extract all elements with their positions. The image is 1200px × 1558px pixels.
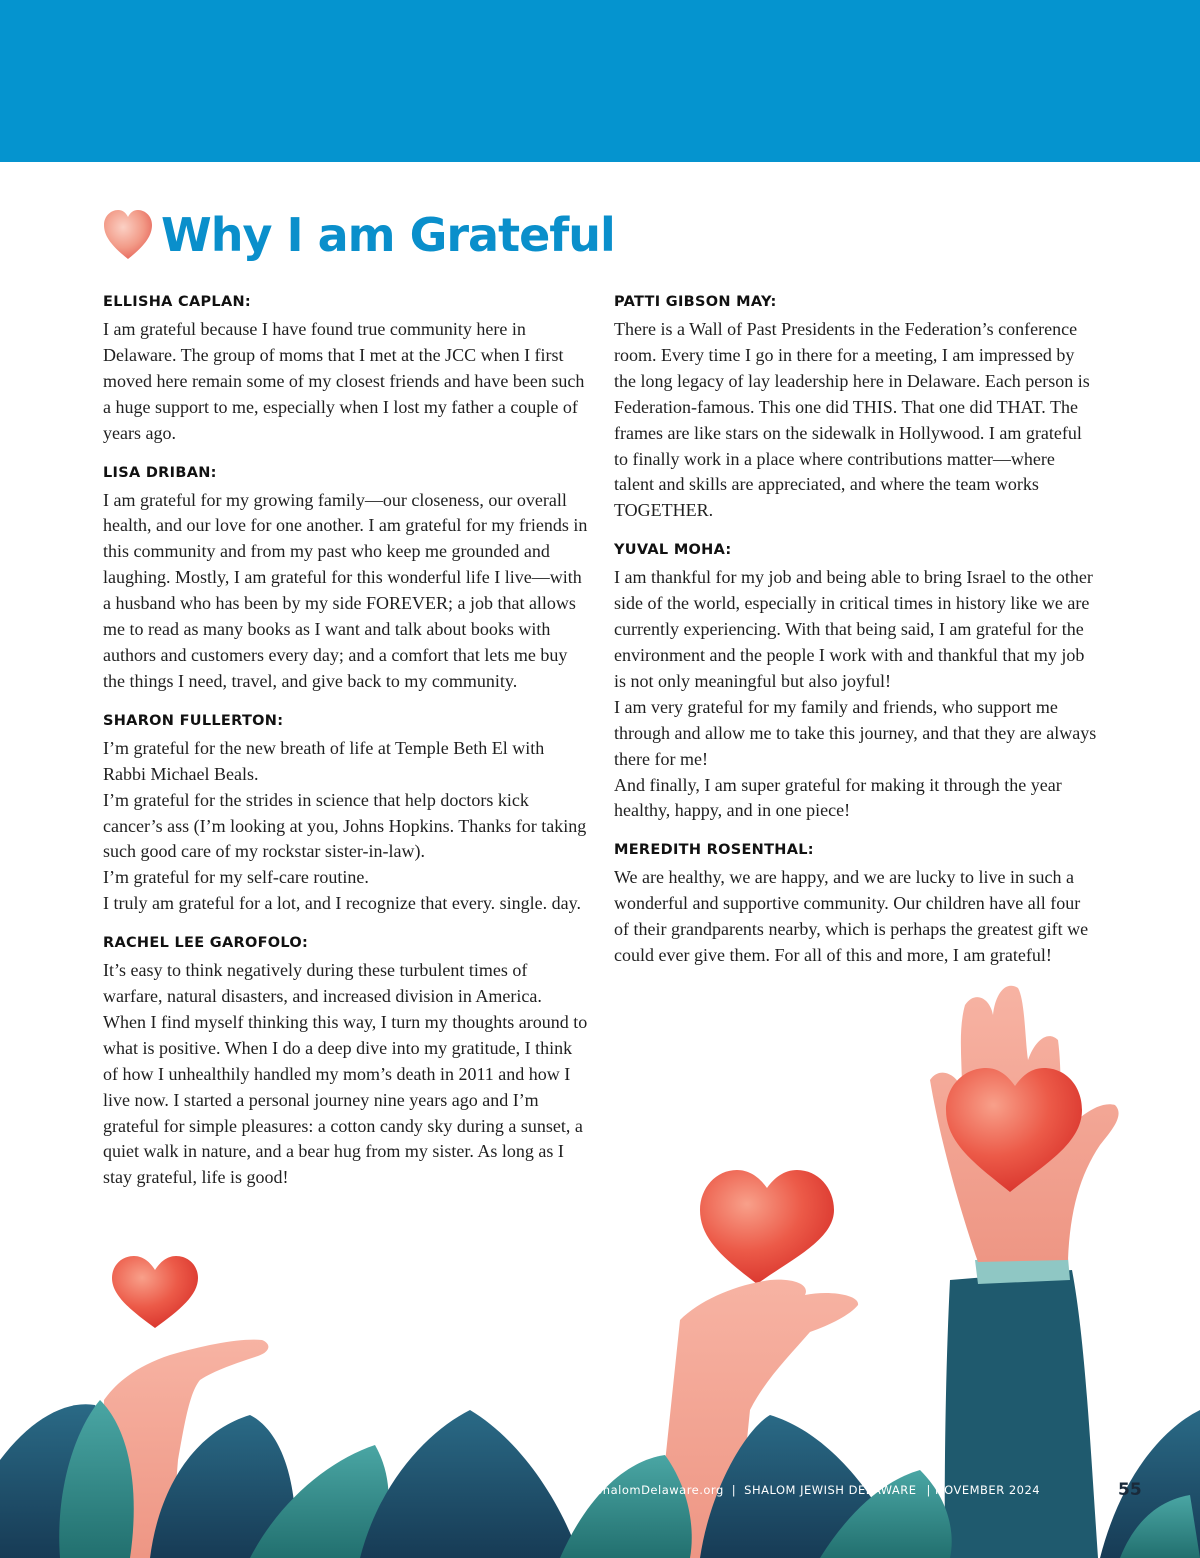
testimonial-entry (614, 840, 1099, 969)
footer-issue: | NOVEMBER 2024 (926, 1483, 1041, 1497)
testimonial-name: SHARON FULLERTON: (103, 712, 284, 729)
testimonial-entry (103, 292, 588, 447)
heart-icon (103, 209, 153, 261)
testimonial-entry (103, 463, 588, 695)
testimonial-name: ELLISHA CAPLAN: (103, 294, 252, 310)
footer-website[interactable]: ShalomDelaware.org (595, 1483, 724, 1497)
testimonial-text: I’m grateful for the new breath of life at Temple Beth El with Rabbi Michael Beals. (103, 737, 545, 784)
page-number: 55 (1118, 1480, 1142, 1500)
testimonial-text: I truly am grateful for a lot, and I recognize that every. single. day. (103, 893, 581, 914)
hands-hearts-illustration (0, 960, 1200, 1558)
title-block (103, 205, 615, 265)
testimonial-text: I’m grateful for the strides in science that help doctors kick cancer’s ass (I’m looking at you, Johns Hopkins. Thanks for taking such good care of my rockstar sister-in-law). (103, 789, 587, 862)
testimonial-text: I’m grateful for my self-care routine. (103, 867, 369, 888)
testimonial-name: LISA DRIBAN: (103, 464, 217, 481)
testimonial-text: And finally, I am super grateful for making it through the year healthy, happy, and in one piece! (614, 774, 1062, 821)
testimonial-text: I am thankful for my job and being able to bring Israel to the other side of the world, especially in critical times in history like we are currently experiencing. With that being said, I am grateful for the environment and the people I work with and thankful that my job is not only meaningful but also joyful! (614, 567, 1093, 691)
testimonial-name: PATTI GIBSON MAY: (614, 294, 777, 310)
testimonial-text: I am grateful for my growing family—our closeness, our overall health, and our love for one another. I am grateful for my friends in this community and from my past who keep me grounded and laughing. Mostly, I am grateful for this wonderful life I live—with a husband who has been by my side FOREVER; a job that allows me to read as many books as I want and talk about books with authors and customers every day; and a comfort that lets me buy the things I need, travel, and give back to my community. (103, 489, 588, 691)
header-band (0, 0, 1200, 162)
testimonial-text: I am very grateful for my family and friends, who support me through and allow me to take this journey, and that they are always there for me! (614, 696, 1097, 769)
heart-left (112, 1256, 198, 1328)
page-title: Why I am Grateful (161, 208, 615, 262)
cuff-right (975, 1258, 1070, 1284)
testimonial-text: There is a Wall of Past Presidents in the Federation’s conference room. Every time I go in there for a meeting, I am impressed by the long legacy of lay leadership here in Delaware. Each person is Federation-famous. This one did THIS. That one did THAT. The frames are like stars on the sidewalk in Hollywood. I am grateful to finally work in a place where contributions matter—where talent and skills are appreciated, and where the team works TOGETHER. (614, 319, 1090, 521)
footer-publication: SHALOM JEWISH DELAWARE (744, 1483, 917, 1497)
testimonial-entry (103, 711, 588, 917)
sleeve-right (945, 1270, 1098, 1558)
testimonial-name: YUVAL MOHA: (614, 542, 732, 559)
footer-separator: | (731, 1483, 737, 1497)
heart-middle (700, 1170, 834, 1284)
testimonial-name: MEREDITH ROSENTHAL: (614, 842, 814, 859)
footer (595, 1476, 1100, 1504)
testimonial-entry (614, 292, 1099, 524)
leaf-6 (560, 1455, 692, 1558)
testimonial-name: RACHEL LEE GAROFOLO: (103, 935, 309, 952)
testimonial-text: I am grateful because I have found true community here in Delaware. The group of moms that I met at the JCC when I first moved here remain some of my closest friends and have been such a huge support to me, especially when I lost my father a couple of years ago. (103, 319, 585, 443)
leaf-5 (360, 1410, 580, 1558)
testimonial-entry (614, 540, 1099, 824)
testimonial-text: It’s easy to think negatively during these turbulent times of warfare, natural disasters, and increased division in America. When I find myself thinking this way, I turn my thoughts around to what is positive. When I do a deep dive into my gratitude, I think of how I unhealthily handled my mom’s death in 2011 and how I live now. I started a personal journey nine years ago and I’m grateful for simple pleasures: a cotton candy sky during a sunset, a quiet walk in nature, and a bear hug from my sister. As long as I stay grateful, life is good! (103, 960, 588, 1188)
right-column (614, 292, 1099, 985)
testimonial-text: We are healthy, we are happy, and we are lucky to live in such a wonderful and supportive community. Our children have all four of their grandparents nearby, which is perhaps the greatest gift we could ever give them. For all of this and more, I am grateful! (614, 867, 1089, 966)
